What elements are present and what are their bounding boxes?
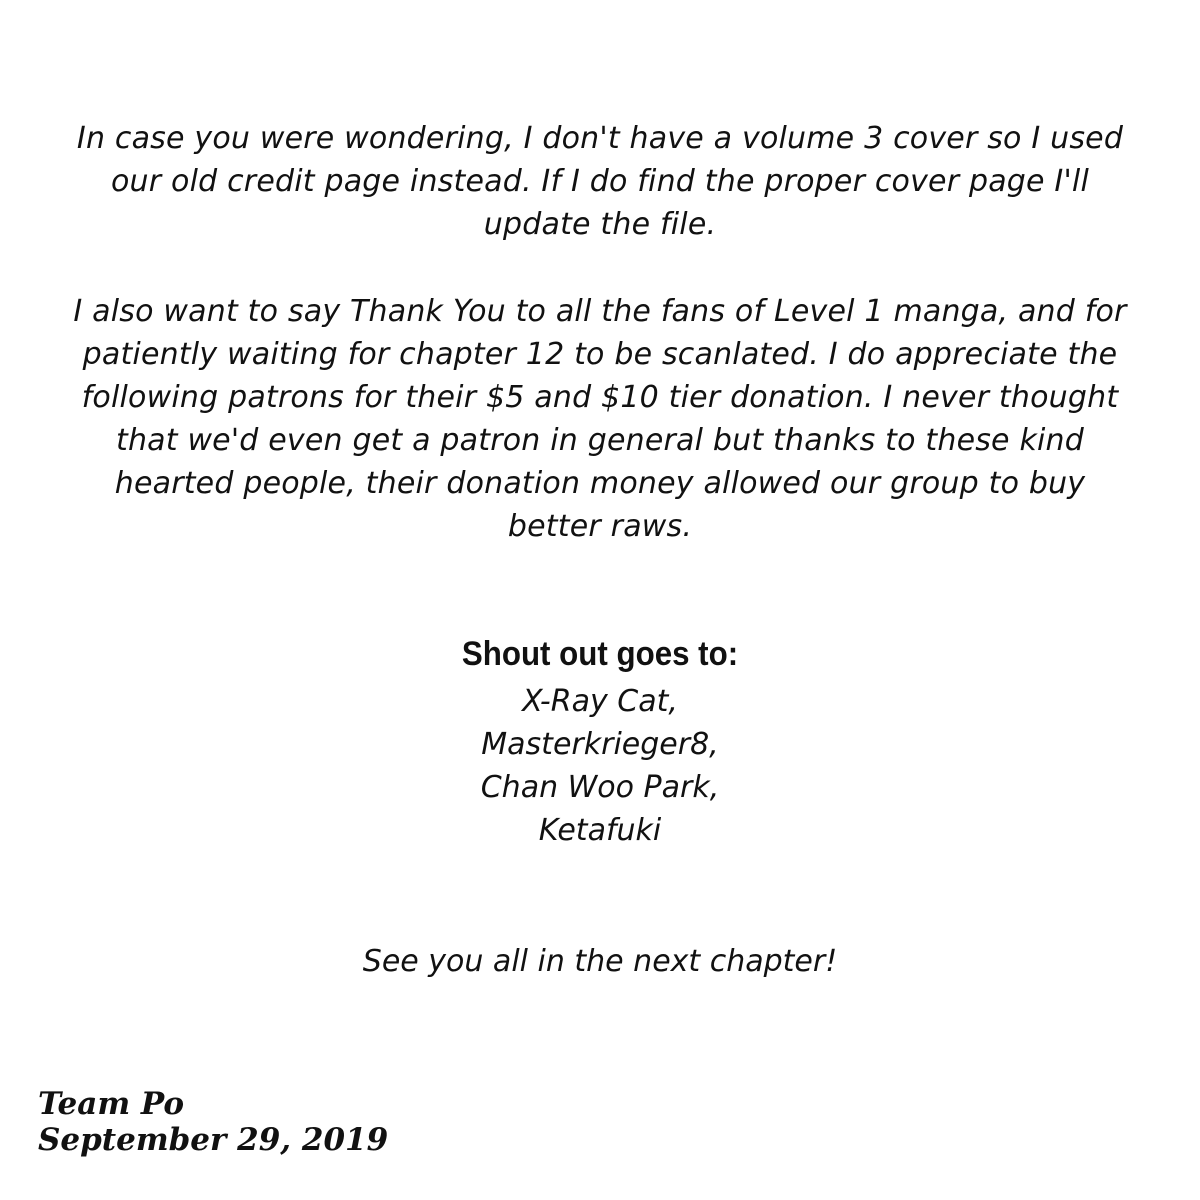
- intro-line-1: In case you were wondering, I don't have a volume 3 cover so I used: [76, 121, 1124, 156]
- intro-paragraph: [60, 117, 1140, 246]
- signature-date: September 29, 2019: [38, 1122, 389, 1158]
- thanks-line-5: hearted people, their donation money allowed our group to buy: [114, 466, 1086, 501]
- thanks-line-2: patiently waiting for chapter 12 to be scanlated. I do appreciate the: [82, 337, 1118, 372]
- thanks-line-1: I also want to say Thank You to all the fans of Level 1 manga, and for: [73, 294, 1127, 329]
- patron-name: Masterkrieger8,: [481, 727, 719, 762]
- shoutout-heading: Shout out goes to:: [461, 635, 739, 673]
- patron-name: Ketafuki: [538, 813, 662, 848]
- patron-name: X-Ray Cat,: [522, 684, 678, 719]
- thanks-line-6: better raws.: [507, 509, 693, 544]
- team-name: Team Po: [38, 1086, 185, 1122]
- intro-line-3: update the file.: [483, 207, 717, 242]
- thanks-line-4: that we'd even get a patron in general but thanks to these kind: [115, 423, 1085, 458]
- signature-block: [38, 1086, 388, 1158]
- thanks-paragraph: [60, 290, 1140, 548]
- closing-message: See you all in the next chapter!: [362, 944, 838, 979]
- intro-line-2: our old credit page instead. If I do find the proper cover page I'll: [110, 164, 1089, 199]
- patron-name: Chan Woo Park,: [480, 770, 720, 805]
- thanks-line-3: following patrons for their $5 and $10 tier donation. I never thought: [81, 380, 1119, 415]
- patron-list: [0, 680, 1200, 852]
